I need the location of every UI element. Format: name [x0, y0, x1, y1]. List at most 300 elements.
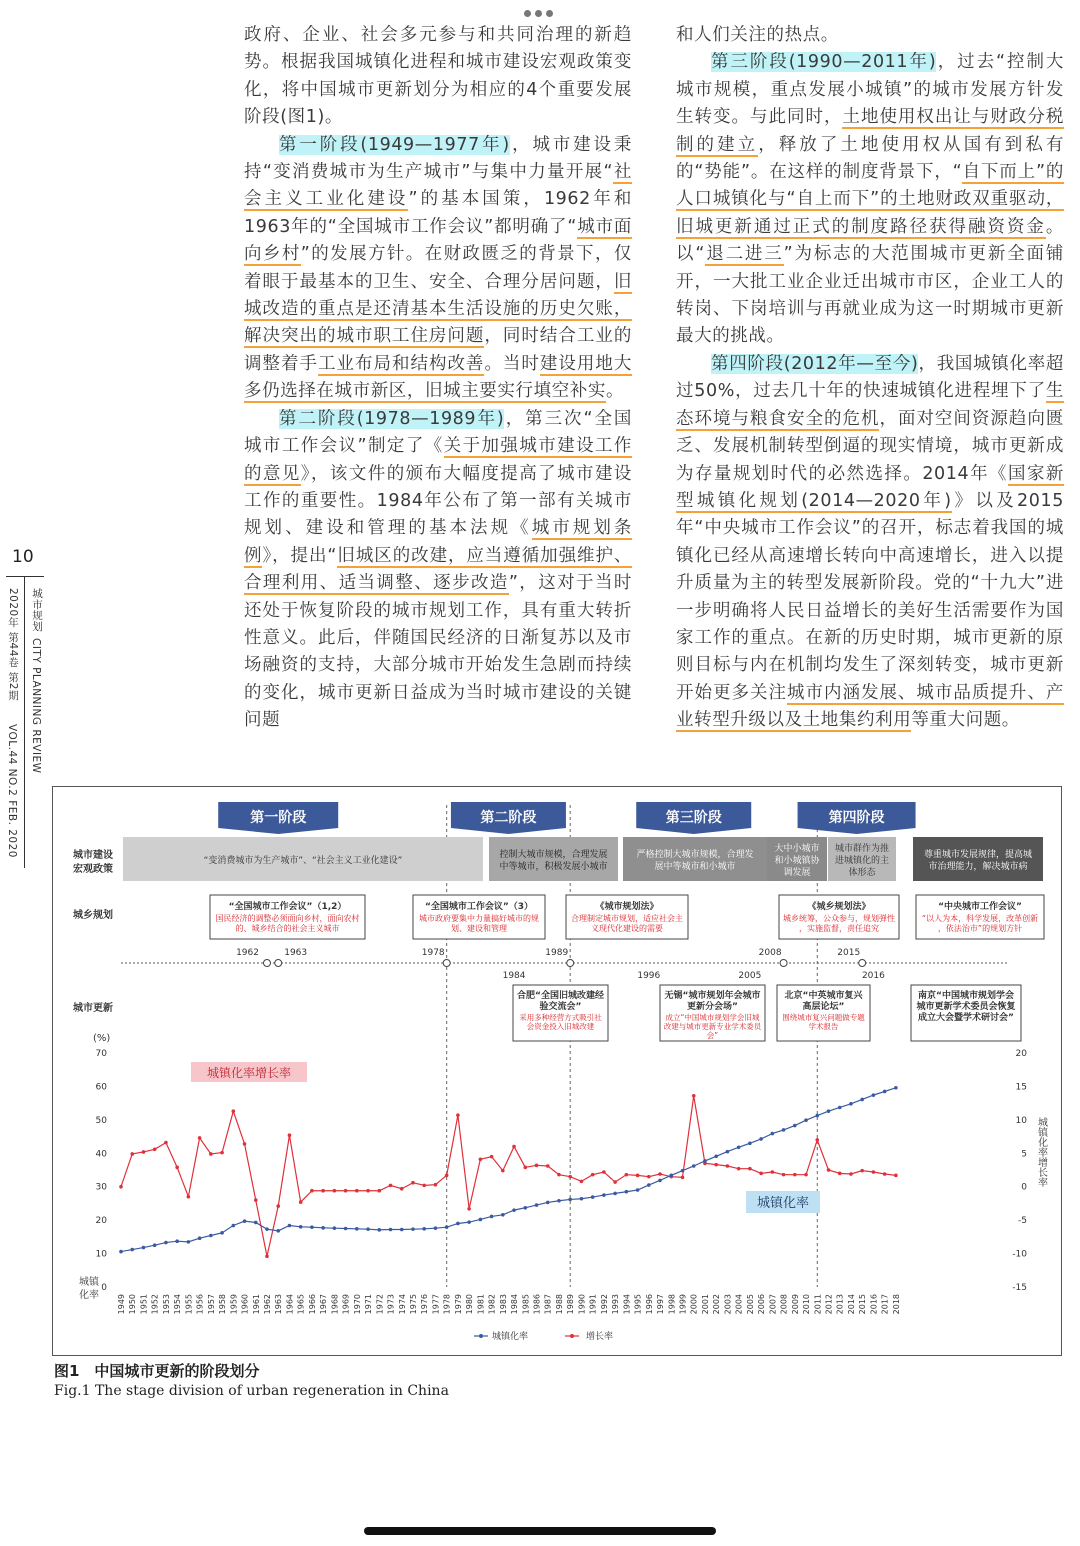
urbanization-point: [220, 1231, 224, 1235]
urbanization-point: [411, 1227, 415, 1231]
growth-rate-point: [389, 1184, 393, 1188]
urbanization-point: [737, 1145, 741, 1149]
paragraph: [676, 351, 1064, 735]
figure-stage-division: [52, 786, 1062, 1356]
urbanization-point: [187, 1240, 191, 1244]
x-tick: 1966: [307, 1294, 317, 1315]
paragraph: [244, 132, 632, 406]
growth-rate-point: [445, 1174, 449, 1178]
planning-year: 1962: [236, 948, 259, 958]
highlighted-phrase: 第一阶段(1949—1977年): [279, 134, 510, 155]
highlighted-phrase: 第三阶段(1990—2011年): [711, 52, 937, 73]
growth-rate-point: [355, 1189, 359, 1193]
sidebar-issue-cn: 2020年 第44卷 第2期: [7, 588, 19, 701]
x-tick: 1997: [656, 1294, 666, 1315]
urbanization-point: [333, 1226, 337, 1230]
urbanization-point: [299, 1225, 303, 1229]
x-tick: 1981: [476, 1294, 486, 1315]
urbanization-point: [771, 1132, 775, 1136]
x-tick: 1998: [667, 1294, 677, 1315]
x-tick: 1983: [498, 1294, 508, 1315]
growth-rate-point: [872, 1170, 876, 1174]
y-right-tick: -10: [1012, 1249, 1027, 1260]
text-run: ，释放了土地使用权从国有到私有的“势能”。在这样的制度背景下，“: [676, 134, 1064, 183]
x-tick: 2010: [802, 1294, 812, 1315]
y-left-tick: 10: [95, 1249, 107, 1260]
renewal-title: 无锡“城市规划年会城市更新分会场”: [664, 991, 761, 1012]
urbanization-point: [366, 1227, 370, 1231]
x-tick: 2015: [858, 1294, 868, 1315]
renewal-sub: 围绕城市复兴问题做专题学术报告: [782, 1013, 865, 1031]
growth-rate-point: [209, 1152, 213, 1156]
urbanization-point: [467, 1220, 471, 1224]
growth-rate-point: [288, 1133, 292, 1137]
sidebar-journal-cn: 城市规划: [31, 588, 43, 632]
growth-rate-point: [894, 1174, 898, 1178]
y-right-tick: 20: [1015, 1049, 1027, 1059]
text-run: 。当时: [484, 353, 540, 374]
growth-rate-point: [310, 1189, 314, 1193]
x-tick: 2002: [712, 1294, 722, 1315]
y-left-tick: 20: [95, 1216, 107, 1227]
y-right-title: 城镇化率增长率: [1035, 1117, 1047, 1187]
x-tick: 1964: [285, 1294, 295, 1315]
urbanization-point: [119, 1250, 123, 1254]
planning-title: “全国城市工作会议”（3）: [424, 902, 534, 912]
growth-rate-point: [321, 1189, 325, 1193]
text-run: 》以及2015年“中央城市工作会议”的召开，标志着我国的城镇化已经从高速增长转向中高速增长，进入以提升质量为主的转型发展新阶段。党的“十九大”进一步明确将人民日益增长的美好生活需要作为国家工作的重点。在新的历史时期，城市更新的原则目标与内在机制均发生了深刻转变，城市更新开始更多关注: [676, 490, 1064, 703]
planning-sub: 城市政府要集中力量搞好城市的规划、建设和管理: [419, 914, 539, 933]
urbanization-point: [153, 1243, 157, 1247]
sidebar-issue-en: VOL.44 NO.2 FEB. 2020: [6, 724, 18, 858]
x-tick: 1963: [274, 1294, 284, 1315]
growth-rate-point: [400, 1187, 404, 1191]
urbanization-point: [658, 1179, 662, 1183]
x-tick: 2014: [846, 1294, 856, 1315]
urbanization-point: [130, 1248, 134, 1252]
y-right-tick: -15: [1012, 1283, 1027, 1293]
text-run: ”为标志的大范围城市更新全面铺开，一大批工业企业迁出城市市区，企业工人的转岗、下岗培训与再就业成为这一时期城市更新最大的挑战。: [676, 244, 1064, 347]
x-tick: 1975: [408, 1294, 418, 1315]
phase-label: 第二阶段: [480, 810, 537, 826]
x-tick: 2018: [891, 1294, 901, 1315]
caption-cn: 图1 中国城市更新的阶段划分: [54, 1362, 260, 1380]
urbanization-point: [827, 1109, 831, 1113]
x-tick: 1969: [341, 1294, 351, 1315]
underlined-phrase: 生态环境与粮食安全的危机: [676, 381, 1064, 429]
y-right-tick: 10: [1015, 1115, 1027, 1126]
growth-rate-point: [613, 1180, 617, 1184]
x-tick: 1967: [319, 1294, 329, 1315]
x-tick: 1972: [375, 1294, 385, 1315]
urbanization-point: [804, 1118, 808, 1122]
growth-rate-point: [422, 1184, 426, 1188]
urbanization-point: [310, 1225, 314, 1229]
planning-title: 《城市规划法》: [595, 902, 659, 912]
urbanization-point: [872, 1093, 876, 1097]
urbanization-point: [501, 1213, 505, 1217]
underlined-phrase: 旧城区的改建，应当遵循加强维护、合理利用、适当调整、逐步改造: [244, 545, 632, 594]
growth-rate-point: [479, 1158, 483, 1162]
x-tick: 1994: [622, 1294, 632, 1315]
growth-rate-point: [344, 1189, 348, 1193]
growth-rate-point: [759, 1172, 763, 1176]
year-marker: [859, 960, 866, 967]
urbanization-point: [512, 1208, 516, 1212]
x-tick: 1986: [532, 1294, 542, 1315]
legend-marker-urban: [479, 1334, 483, 1338]
x-tick: 1973: [386, 1294, 396, 1315]
x-tick: 1958: [218, 1294, 228, 1315]
urbanization-point: [276, 1229, 280, 1233]
urbanization-point: [580, 1197, 584, 1201]
paragraph: [244, 22, 632, 132]
planning-year: 2015: [837, 948, 861, 958]
urbanization-point: [422, 1227, 426, 1231]
x-tick: 1953: [161, 1294, 171, 1315]
renewal-year: 2005: [738, 971, 762, 981]
urbanization-point: [445, 1225, 449, 1229]
legend-marker-growth: [570, 1334, 574, 1338]
urbanization-point: [175, 1239, 179, 1243]
growth-rate-point: [220, 1151, 224, 1155]
urbanization-point: [523, 1206, 527, 1210]
planning-year: 1978: [421, 948, 445, 958]
urbanization-point: [692, 1164, 696, 1168]
row-label: 城乡规划: [73, 910, 113, 921]
urbanization-point: [726, 1150, 730, 1154]
x-tick: 1955: [184, 1294, 194, 1315]
renewal-sub: 采用多种经营方式吸引社会资金投入旧城改建: [519, 1013, 602, 1031]
growth-rate-point: [838, 1172, 842, 1176]
x-tick: 1960: [240, 1294, 250, 1315]
x-tick: 2016: [869, 1294, 879, 1315]
urbanization-point: [490, 1215, 494, 1219]
growth-rate-point: [175, 1166, 179, 1170]
planning-year: 1989: [545, 948, 569, 958]
x-tick: 1979: [453, 1294, 463, 1315]
urbanization-point: [288, 1224, 292, 1228]
growth-rate-point: [860, 1169, 864, 1173]
x-tick: 1968: [330, 1294, 340, 1315]
urbanization-point: [602, 1193, 606, 1197]
top-more-dots[interactable]: [524, 10, 556, 20]
x-tick: 1976: [420, 1294, 430, 1315]
growth-rate-point: [333, 1189, 337, 1193]
underlined-phrase: 关于加强城市建设工作的意见: [244, 436, 633, 484]
policy-text: 尊重城市发展规律，提高城市治理能力，解决城市病: [923, 850, 1033, 872]
x-tick: 2003: [723, 1294, 733, 1315]
x-tick: 1985: [521, 1294, 531, 1315]
underlined-phrase: 建设用地大多仍选择在城市新区，旧城主要实行填空补实: [244, 353, 632, 402]
planning-sub: 合理制定城市规划，适应社会主义现代化建设的需要: [571, 914, 683, 933]
underlined-phrase: 自下而上”的人口城镇化与“自上而下”的土地财政双重驱动，旧城更新通过正式的制度路径获得融资资金: [676, 162, 1064, 237]
urbanization-point: [557, 1199, 561, 1203]
paragraph: [244, 406, 632, 735]
x-tick: 2007: [768, 1294, 778, 1315]
sidebar-journal-en: CITY PLANNING REVIEW: [30, 638, 42, 774]
growth-rate-point: [535, 1164, 539, 1168]
x-tick: 2000: [689, 1294, 699, 1315]
growth-rate-point: [501, 1169, 505, 1173]
growth-rate-point: [164, 1141, 168, 1145]
year-marker: [567, 960, 574, 967]
renewal-sub: 成立“中国城市规划学会旧城改建与城市更新专业学术委员会”: [663, 1013, 762, 1040]
underlined-phrase: 社会主义工业化建设: [244, 162, 632, 210]
growth-rate-point: [647, 1175, 651, 1179]
growth-rate-point: [681, 1176, 685, 1180]
text-run: ，面对空间资源趋向匮乏、发展机制转型倒逼的现实情境，城市更新成为存量规划时代的必然选择。2014年《: [676, 408, 1065, 484]
year-marker: [275, 960, 282, 967]
policy-text: 严格控制大城市规模，合理发展中等城市和小城市: [636, 850, 754, 872]
text-run: 》，提出“: [262, 545, 338, 566]
x-tick: 1993: [611, 1294, 621, 1315]
urbanization-point: [142, 1246, 146, 1250]
renewal-title: 南京“中国城市规划学会城市更新学术委员会恢复成立大会暨学术研讨会”: [916, 991, 1016, 1023]
growth-rate-point: [523, 1166, 527, 1170]
x-tick: 1962: [262, 1294, 272, 1315]
y-axis-label: 城镇: [79, 1277, 99, 1288]
growth-rate-point: [726, 1164, 730, 1168]
policy-text: “变消费城市为生产城市”、“社会主义工业化建设”: [203, 856, 403, 866]
x-tick: 1951: [139, 1294, 149, 1315]
policy-text: 控制大城市规模，合理发展中等城市，积极发展小城市: [499, 850, 608, 872]
underlined-phrase: 工业布局和结构改善: [317, 353, 485, 374]
highlighted-phrase: 第四阶段(2012年—至今): [711, 353, 919, 374]
journal-sidebar: [6, 576, 44, 876]
x-tick: 1959: [229, 1294, 239, 1315]
growth-rate-point: [737, 1167, 741, 1171]
growth-rate-point: [546, 1164, 550, 1168]
growth-rate-point: [411, 1181, 415, 1185]
text-run: 。以“: [676, 216, 1064, 265]
underlined-phrase: 城市规划条例: [244, 518, 633, 566]
planning-year: 1963: [284, 948, 308, 958]
text-run: 》，该文件的颁布大幅度提高了城市建设工作的重要性。1984年公布了第一部有关城市规划、建设和管理的基本法规《: [244, 463, 632, 539]
growth-rate-point: [557, 1173, 561, 1177]
text-run: ，过去“控制大城市规模，重点发展小城镇”的城市发展方针发生转变。与此同时，: [676, 52, 1064, 128]
x-tick: 1990: [577, 1294, 587, 1315]
urbanization-line: [121, 1088, 896, 1252]
x-tick: 2001: [700, 1294, 710, 1315]
growth-rate-point: [153, 1147, 157, 1151]
urbanization-point: [389, 1228, 393, 1232]
planning-sub: 国民经济的调整必须面向乡村，面向农村的、城乡结合的社会主义城市: [215, 914, 360, 933]
growth-rate-point: [130, 1152, 134, 1156]
stage-chart-svg: [53, 787, 1061, 1355]
legend-urban: 城镇化率: [492, 1332, 529, 1342]
urbanization-point: [894, 1086, 898, 1090]
x-tick: 1988: [554, 1294, 564, 1315]
row-label: 城市更新: [73, 1003, 113, 1014]
growth-rate-point: [187, 1195, 191, 1199]
x-tick: 1978: [442, 1294, 452, 1315]
growth-rate-point: [625, 1173, 629, 1177]
renewal-title: 合肥“全国旧城改建经验交流会”: [517, 991, 604, 1012]
growth-rate-point: [243, 1142, 247, 1146]
urbanization-point: [265, 1227, 269, 1231]
x-tick: 1971: [364, 1294, 374, 1315]
growth-rate-point: [793, 1173, 797, 1177]
urbanization-point: [400, 1228, 404, 1232]
x-tick: 1999: [678, 1294, 688, 1315]
y-left-tick: 40: [95, 1149, 107, 1160]
growth-rate-point: [119, 1185, 123, 1189]
growth-rate-point: [782, 1173, 786, 1177]
urbanization-point: [669, 1174, 673, 1178]
growth-rate-line: [121, 1096, 896, 1256]
underlined-phrase: 国家新型城镇化规划(2014—2020年): [676, 463, 1064, 511]
y-left-tick: 60: [95, 1082, 107, 1093]
row-label: 宏观政策: [73, 864, 113, 875]
x-tick: 1949: [117, 1294, 126, 1315]
urbanization-point: [793, 1124, 797, 1128]
urbanization-point: [636, 1188, 640, 1192]
growth-rate-point: [804, 1173, 808, 1177]
x-tick: 1977: [431, 1294, 441, 1315]
underlined-phrase: 城市面向乡村: [244, 216, 632, 265]
growth-rate-point: [490, 1155, 494, 1159]
x-tick: 1961: [251, 1294, 261, 1315]
growth-rate-point: [883, 1172, 887, 1176]
x-tick: 1982: [487, 1294, 497, 1315]
year-marker: [780, 960, 787, 967]
text-run: 。: [606, 381, 625, 402]
x-tick: 1989: [566, 1294, 576, 1315]
x-tick: 2012: [824, 1294, 834, 1315]
urbanization-point: [344, 1227, 348, 1231]
growth-rate-point: [232, 1109, 236, 1113]
growth-rate-point: [849, 1172, 853, 1176]
x-tick: 1954: [173, 1294, 183, 1315]
growth-rate-point: [366, 1189, 370, 1193]
urbanization-point: [647, 1183, 651, 1187]
x-tick: 1952: [150, 1294, 160, 1315]
y-right-tick: 15: [1015, 1082, 1027, 1093]
x-tick: 1996: [644, 1294, 654, 1315]
underlined-phrase: 土地使用权出让与财政分税制的建立: [676, 107, 1064, 155]
urbanization-point: [232, 1224, 236, 1228]
x-tick: 1984: [510, 1294, 520, 1315]
urbanization-point: [568, 1198, 572, 1202]
planning-year: 2008: [758, 948, 782, 958]
y-left-tick: 30: [95, 1182, 107, 1193]
growth-rate-point: [714, 1163, 718, 1167]
growth-rate-point: [198, 1136, 202, 1140]
x-tick: 2008: [779, 1294, 789, 1315]
urbanization-point: [254, 1221, 258, 1225]
y-right-tick: 5: [1021, 1149, 1027, 1160]
urbanization-point: [377, 1228, 381, 1232]
planning-sub: 城乡统筹，公众参与，规划弹性，实施监督，责任追究: [783, 914, 895, 933]
growth-rate-point: [602, 1170, 606, 1174]
text-column-left: [244, 22, 632, 735]
x-tick: 1980: [465, 1294, 475, 1315]
y-right-tick: -5: [1018, 1216, 1027, 1227]
x-tick: 2005: [745, 1294, 755, 1315]
growth-rate-point: [467, 1207, 471, 1211]
renewal-year: 2016: [861, 971, 885, 981]
text-run: 等重大问题。: [911, 710, 1020, 731]
home-indicator[interactable]: [364, 1527, 716, 1535]
x-tick: 2017: [880, 1294, 890, 1315]
renewal-year: 1984: [502, 971, 526, 981]
urbanization-point: [479, 1218, 483, 1222]
y-right-tick: 0: [1021, 1182, 1027, 1193]
urbanization-point: [849, 1102, 853, 1106]
growth-rate-point: [771, 1170, 775, 1174]
growth-rate-point: [580, 1180, 584, 1184]
x-tick: 1987: [543, 1294, 553, 1315]
urbanization-point: [198, 1236, 202, 1240]
y-left-tick: 0: [101, 1283, 107, 1293]
y-left-tick: 50: [95, 1115, 107, 1126]
planning-title: “中央城市工作会议”: [938, 902, 1022, 912]
policy-text: 城市群作为推进城镇化的主体形态: [834, 844, 890, 878]
x-tick: 1957: [206, 1294, 216, 1315]
y-unit-label: (%): [93, 1033, 111, 1044]
urbanization-point: [860, 1098, 864, 1102]
urbanization-point: [591, 1195, 595, 1199]
text-run: ，第三次“全国城市工作会议”制定了《: [244, 408, 632, 457]
urbanization-point: [535, 1203, 539, 1207]
urbanization-point: [782, 1128, 786, 1132]
urbanization-point: [815, 1114, 819, 1118]
phase-label: 第三阶段: [665, 810, 722, 826]
underlined-phrase: 退二进三: [705, 244, 784, 265]
x-tick: 2013: [835, 1294, 845, 1315]
urbanization-point: [681, 1169, 685, 1173]
growth-rate-point: [299, 1200, 303, 1204]
x-tick: 1992: [599, 1294, 609, 1315]
urbanization-point: [546, 1201, 550, 1205]
figure-caption: [54, 1360, 449, 1399]
policy-text: 大中小城市和小城镇协调发展: [774, 844, 820, 878]
growth-rate-point: [815, 1138, 819, 1142]
x-tick: 2004: [734, 1294, 744, 1315]
growth-rate-point: [636, 1174, 640, 1178]
x-tick: 2011: [813, 1294, 823, 1315]
x-tick: 1965: [296, 1294, 306, 1315]
urbanization-point: [703, 1159, 707, 1163]
planning-title: “全国城市工作会议”（1,2）: [228, 902, 347, 912]
text-run: 和人们关注的热点。: [676, 25, 839, 45]
x-tick: 1950: [128, 1294, 138, 1315]
growth-rate-point: [658, 1172, 662, 1176]
renewal-year: 1996: [637, 971, 661, 981]
paragraph: [676, 49, 1064, 350]
y-left-tick: 70: [95, 1049, 107, 1059]
text-run: ，我国城镇化率超过50%，过去几十年的快速城镇化进程埋下了: [676, 353, 1064, 402]
underlined-phrase: 城市内涵发展、城市品质提升、产业转型升级以及土地集约利用: [676, 682, 1064, 731]
renewal-title: 北京“中英城市复兴高层论坛”: [784, 991, 863, 1012]
urbanization-point: [748, 1141, 752, 1145]
page-number: 10: [12, 547, 34, 567]
x-tick: 1991: [588, 1294, 598, 1315]
urbanization-point: [714, 1154, 718, 1158]
phase-label: 第一阶段: [250, 810, 307, 826]
growth-rate-point: [142, 1150, 146, 1154]
planning-title: 《城乡规划法》: [807, 902, 871, 912]
growth-rate-point: [434, 1183, 438, 1187]
growth-rate-point: [692, 1094, 696, 1098]
text-column-right: [676, 22, 1064, 735]
text-run: ”，这对于当时还处于恢复阶段的城市规划工作，具有重大转折性意义。此后，伴随国民经济的日渐复苏以及市场融资的支持，大部分城市开始发生急剧而持续的变化，城市更新日益成为当时城市建设的关键问题: [244, 573, 632, 731]
underlined-phrase: 旧城改造的重点是还清基本生活设施的历史欠账，解决突出的城市职工住房问题: [244, 271, 632, 347]
urbanization-point: [321, 1226, 325, 1230]
planning-sub: “以人为本，科学发展，改革创新，依法治市”的规划方针: [921, 914, 1039, 933]
urbanization-point: [625, 1190, 629, 1194]
